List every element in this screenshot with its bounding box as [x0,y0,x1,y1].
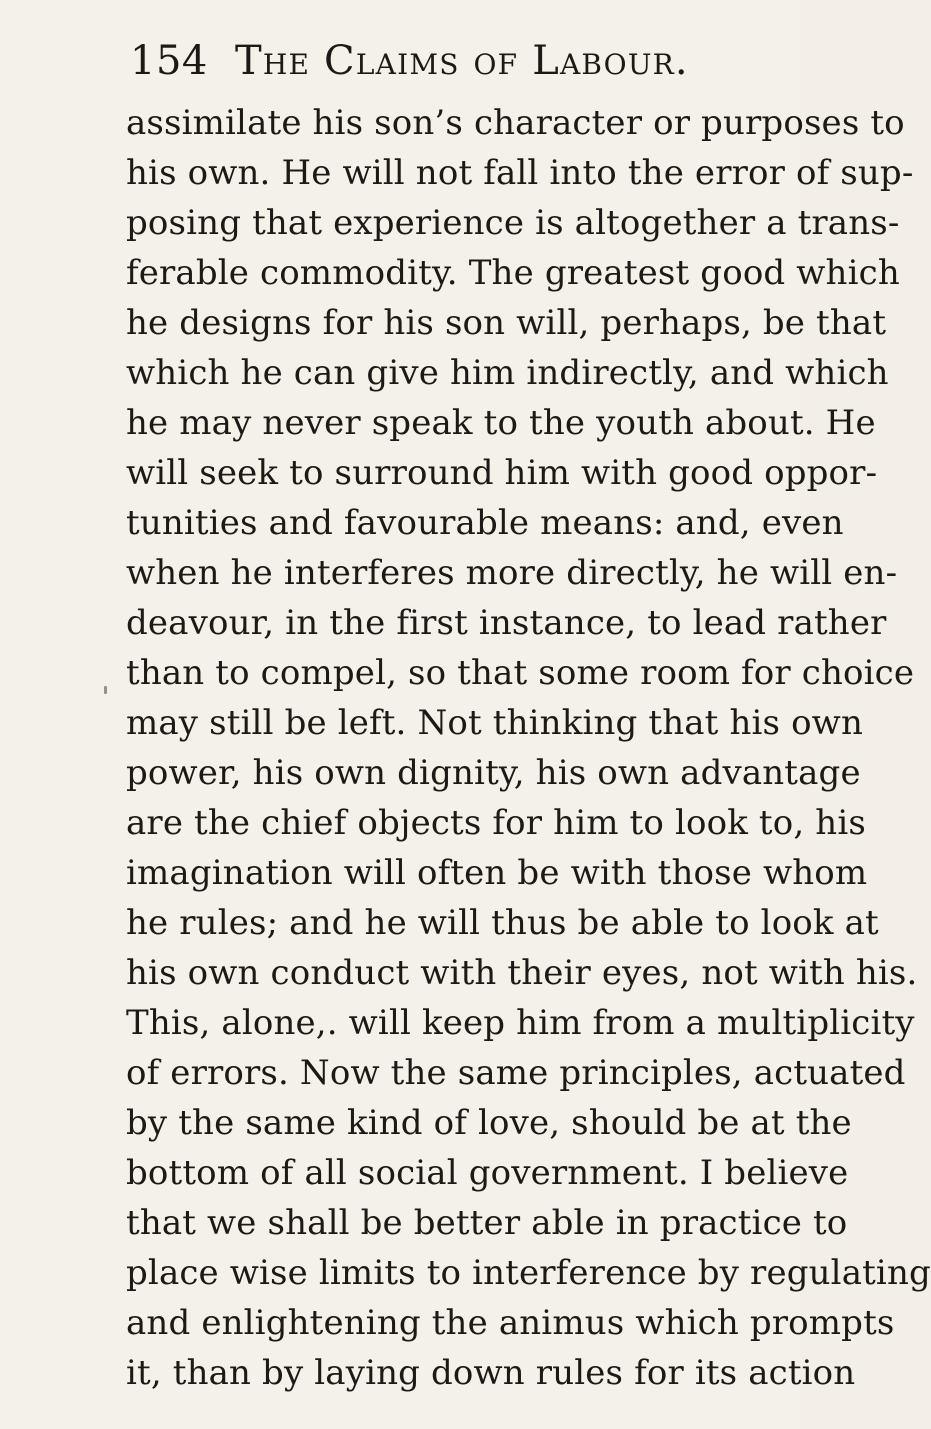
text-line: and enlightening the animus which prompts [126,1303,895,1343]
text-line: tunities and favourable means: and, even [126,503,844,543]
text-line: posing that experience is altogether a trans- [126,203,900,243]
text-line: power, his own dignity, his own advantage [126,753,861,793]
text-line: he designs for his son will, perhaps, be that [126,303,887,343]
text-line: are the chief objects for him to look to, his [126,803,866,843]
text-line: his own conduct with their eyes, not with his. [126,953,918,993]
text-line: he may never speak to the youth about. He [126,403,876,443]
text-line: which he can give him indirectly, and which [126,353,889,393]
text-line: when he interferes more directly, he will en- [126,553,898,593]
text-line: will seek to surround him with good oppor- [126,453,878,493]
page-number: 154 [130,38,208,84]
text-line: that we shall be better able in practice to [126,1203,848,1243]
text-line: place wise limits to interference by regulating [126,1253,931,1293]
text-line: of errors. Now the same principles, actuated [126,1053,906,1093]
text-line: he rules; and he will thus be able to look at [126,903,879,943]
text-line: imagination will often be with those whom [126,853,868,893]
text-line: ferable commodity. The greatest good which [126,253,900,293]
text-line: bottom of all social government. I believe [126,1153,849,1193]
text-line: it, than by laying down rules for its action [126,1353,856,1393]
text-line: by the same kind of love, should be at the [126,1103,852,1143]
running-title: The Claims of Labour. [235,38,689,84]
text-line: may still be left. Not thinking that his own [126,703,863,743]
body-text [126,98,931,1398]
text-line: his own. He will not fall into the error of sup- [126,153,914,193]
printing-mark [104,686,107,694]
text-line: than to compel, so that some room for choice [126,653,915,693]
text-line: This, alone,. will keep him from a multiplicity [126,1003,915,1043]
text-line: assimilate his son’s character or purposes to [126,103,905,143]
text-line: deavour, in the first instance, to lead rather [126,603,887,643]
